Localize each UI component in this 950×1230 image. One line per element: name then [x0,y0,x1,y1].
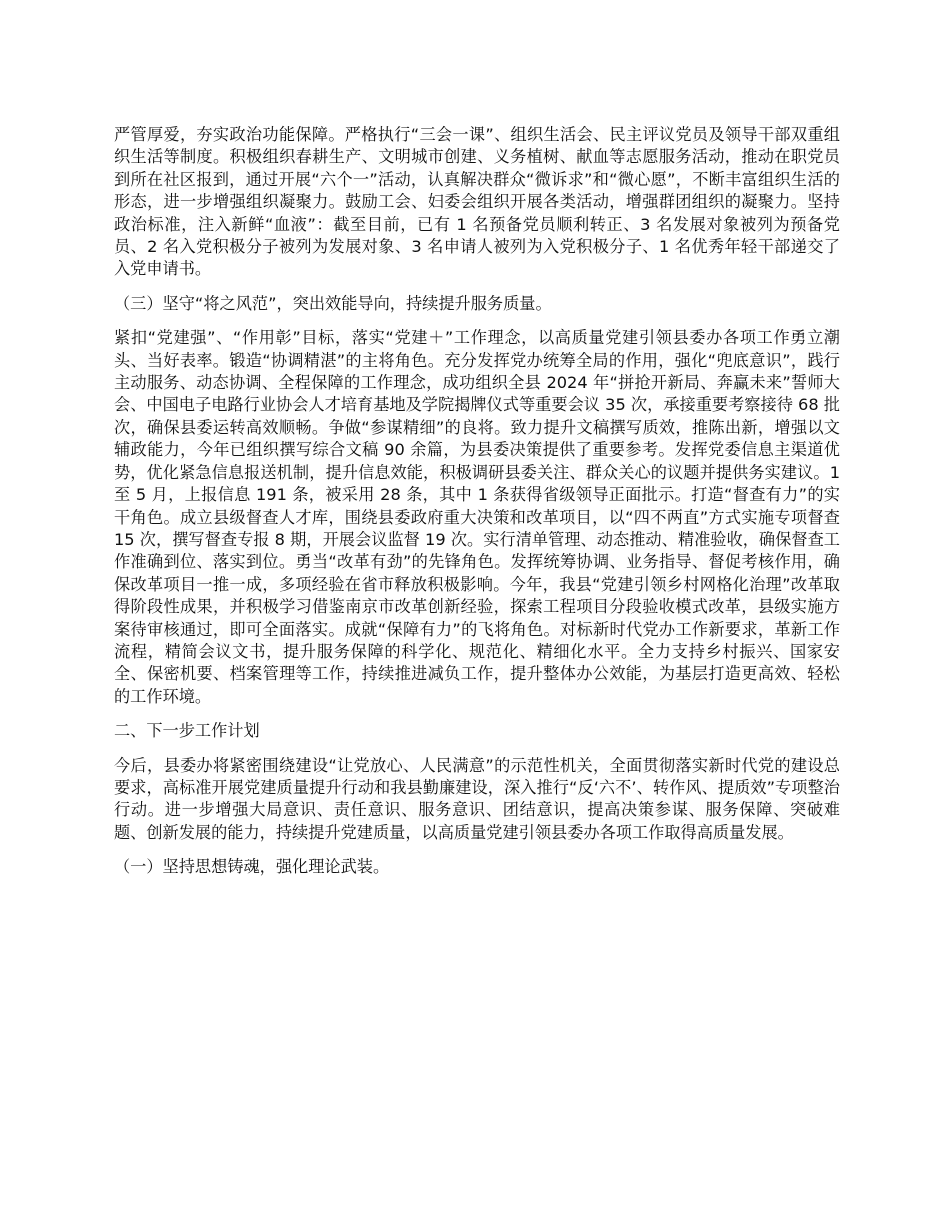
paragraph-next-plan: 今后，县委办将紧密围绕建设“让党放心、人民满意”的示范性机关，全面贯彻落实新时代党的建设总要求，高标准开展党建质量提升行动和我县勤廉建设，深入推行“反‘六不’、转作风、提质效”专项整治行动。进一步增强大局意识、责任意识、服务意识、团结意识，提高决策参谋、服务保障、突破难题、创新发展的能力，持续提升党建质量，以高质量党建引领县委办各项工作取得高质量发展。 [114,755,840,842]
document-page [114,124,840,891]
paragraph-party-organization-life: 严管厚爱，夯实政治功能保障。严格执行“三会一课”、组织生活会、民主评议党员及领导干部双重组织生活等制度。积极组织春耕生产、文明城市创建、义务植树、献血等志愿服务活动，推动在职党员到所在社区报到，通过开展“六个一”活动，认真解决群众“微诉求”和“微心愿”，不断丰富组织生活的形态，进一步增强组织凝聚力。鼓励工会、妇委会组织开展各类活动，增强群团组织的凝聚力。坚持政治标准，注入新鲜“血液”：截至目前，已有 1 名预备党员顺利转正、3 名发展对象被列为预备党员、2 名入党积极分子被列为发展对象、3 名申请人被列为入党积极分子、1 名优秀年轻干部递交了入党申请书。 [114,125,840,279]
section-heading-theory-arming: （一）坚持思想铸魂，强化理论武装。 [114,857,390,877]
section-heading-next-plan: 二、下一步工作计划 [114,721,260,741]
section-heading-service-quality: （三）坚守“将之风范”，突出效能导向，持续提升服务质量。 [114,293,552,313]
paragraph-service-effectiveness: 紧扣“党建强”、“作用彰”目标，落实“党建＋”工作理念，以高质量党建引领县委办各项工作勇立潮头、当好表率。锻造“协调精湛”的主将角色。充分发挥党办统筹全局的作用，强化“兜底意识”，践行主动服务、动态协调、全程保障的工作理念，成功组织全县 2024 年“拼抢开新局、奔赢未来”誓师大会、中国电子电路行业协会人才培育基地及学院揭牌仪式等重要会议 35 次，承接重要考察接待 68 批次，确保县委运转高效顺畅。争做“参谋精细”的良将。致力提升文稿撰写质效，推陈出新，增强以文辅政能力，今年已组织撰写综合文稿 90 余篇，为县委决策提供了重要参考。发挥党委信息主渠道优势，优化紧急信息报送机制，提升信息效能，积极调研县委关注、群众关心的议题并提供务实建议。1 至 5 月，上报信息 191 条，被采用 28 条，其中 1 条获得省级领导正面批示。打造“督查有力”的实干角色。成立县级督查人才库，围绕县委政府重大决策和改革项目，以“四不两直”方式实施专项督查 15 次，撰写督查专报 8 期，开展会议监督 19 次。实行清单管理、动态推动、精准验收，确保督查工作准确到位、落实到位。勇当“改革有劲”的先锋角色。发挥统筹协调、业务指导、督促考核作用，确保改革项目一推一成，多项经验在省市释放积极影响。今年，我县“党建引领乡村网格化治理”改革取得阶段性成果，并积极学习借鉴南京市改革创新经验，探索工程项目分段验收模式改革，县级实施方案待审核通过，即可全面落实。成就“保障有力”的飞将角色。对标新时代党办工作新要求，革新工作流程，精简会议文书，提升服务保障的科学化、规范化、精细化水平。全力支持乡村振兴、国家安全、保密机要、档案管理等工作，持续推进减负工作，提升整体办公效能，为基层打造更高效、轻松的工作环境。 [114,328,840,706]
